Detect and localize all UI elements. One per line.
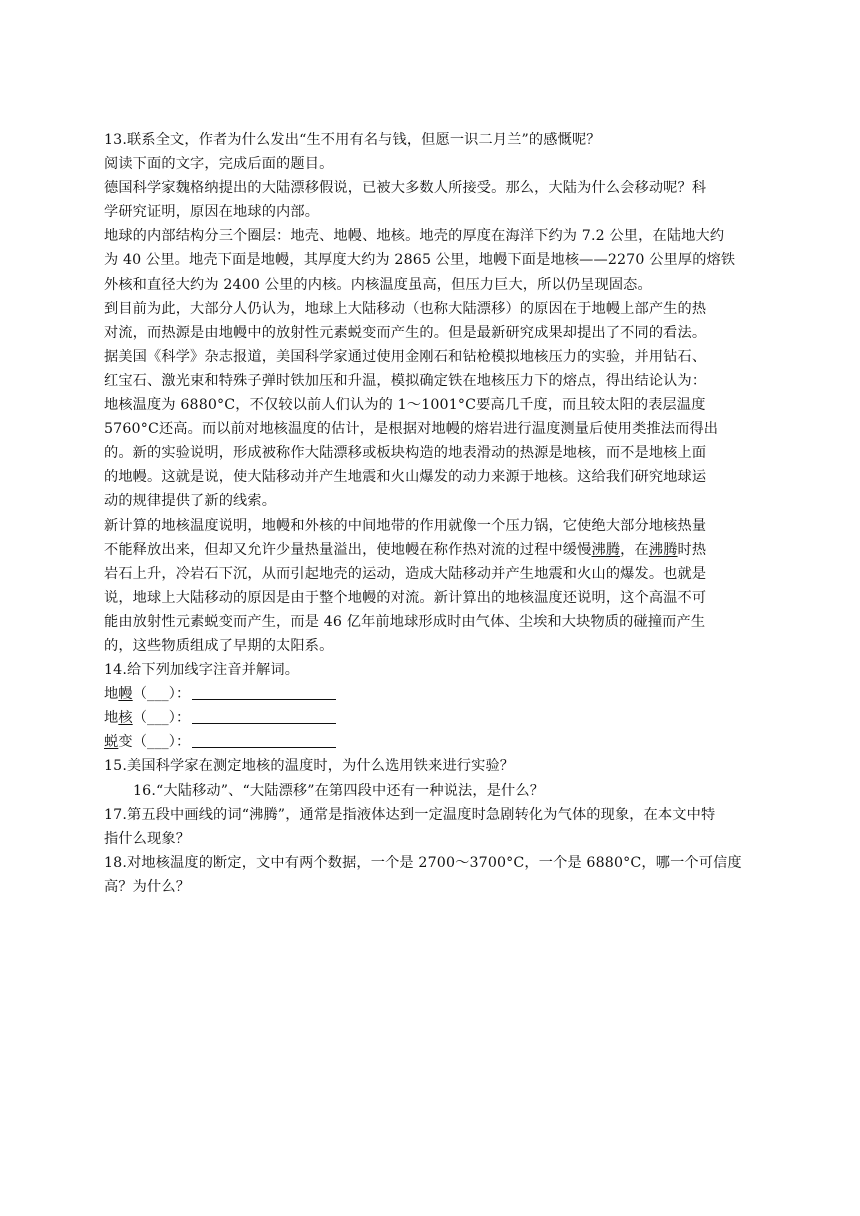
passage-line: 据美国《科学》杂志报道，美国科学家通过使用金刚石和钻枪模拟地核压力的实验，并用钻石、 <box>104 348 707 365</box>
passage-paragraph-5 <box>104 514 758 659</box>
answer-blank[interactable] <box>192 685 336 700</box>
reading-instruction: 阅读下面的文字，完成后面的题目。 <box>104 156 334 173</box>
underlined-word: 沸腾 <box>648 541 678 558</box>
question-18-line: 18.对地核温度的断定，文中有两个数据，一个是 2700～3700°C，一个是 6880°C，哪一个可信度 <box>104 854 742 871</box>
q14-item <box>104 706 758 730</box>
passage-line: 红宝石、激光束和特殊子弹时铁加压和升温，模拟确定铁在地核压力下的熔点，得出结论认为： <box>104 372 707 389</box>
answer-blank[interactable] <box>192 709 336 724</box>
passage-line: 地球的内部结构分三个圈层：地壳、地幔、地核。地壳的厚度在海洋下约为 7.2 公里，在陆地大约 <box>104 228 725 245</box>
pinyin-blank: （___）： <box>132 710 191 727</box>
text-segment: 不能释放出来，但却又允许少量热量溢出，使地幔在称作热对流的过程中缓慢 <box>104 541 592 558</box>
passage-line: 动的规律提供了新的线索。 <box>104 493 277 510</box>
text-segment: ，在 <box>620 541 649 558</box>
question-15: 15.美国科学家在测定地核的温度时，为什么选用铁来进行实验？ <box>104 758 515 775</box>
passage-paragraph-1 <box>104 176 758 224</box>
question-14: 14.给下列加线字注音并解词。 <box>104 662 300 679</box>
question-17-line: 17.第五段中画线的词“沸腾”，通常是指液体达到一定温度时急剧转化为气体的现象，在本文中特 <box>104 806 716 823</box>
passage-line: 外核和直径大约为 2400 公里的内核。内核温度虽高，但压力巨大，所以仍呈现固态。 <box>104 276 652 293</box>
q14-item <box>104 682 758 706</box>
passage-line: 新计算的地核温度说明，地幔和外核的中间地带的作用就像一个压力锅，它使绝大部分地核热量 <box>104 517 707 534</box>
underlined-char: 蜕 <box>104 734 119 751</box>
passage-line: 到目前为此，大部分人仍认为，地球上大陆移动（也称大陆漂移）的原因在于地幔上部产生的热 <box>104 300 707 317</box>
underlined-char: 幔 <box>118 686 133 703</box>
passage-line: 为 40 公里。地壳下面是地幔，其厚度大约为 2865 公里，地幔下面是地核——2270 公里厚的熔铁 <box>104 252 736 269</box>
text-segment: 变 <box>118 734 133 751</box>
text-segment: 地 <box>104 686 119 703</box>
passage-line: 的。新的实验说明，形成被称作大陆漂移或板块构造的地表滑动的热源是地核，而不是地核上面 <box>104 445 707 462</box>
passage-line: 的，这些物质组成了早期的太阳系。 <box>104 637 334 654</box>
passage-paragraph-2 <box>104 224 758 296</box>
passage-line: 能由放射性元素蜕变而产生，而是 46 亿年前地球形成时由气体、尘埃和大块物质的碰撞而产生 <box>104 613 706 630</box>
text-segment: 时热 <box>677 541 707 558</box>
question-13: 13.联系全文，作者为什么发出“生不用有名与钱，但愿一识二月兰”的感慨呢？ <box>104 132 601 148</box>
passage-line: 地核温度为 6880°C，不仅较以前人们认为的 1～1001°C要高几千度，而且较太阳的表层温度 <box>104 397 706 414</box>
passage-paragraph-3 <box>104 297 758 345</box>
question-17-line: 指什么现象？ <box>104 830 191 847</box>
pinyin-blank: （___）： <box>132 734 191 751</box>
q14-item <box>104 730 758 754</box>
text-segment: 地 <box>104 710 119 727</box>
passage-line-with-underline <box>104 538 758 562</box>
document-page <box>104 128 758 899</box>
pinyin-blank: （___）： <box>132 686 191 703</box>
underlined-char: 核 <box>118 710 133 727</box>
answer-blank[interactable] <box>192 733 336 748</box>
underlined-word: 沸腾 <box>591 541 621 558</box>
passage-line: 岩石上升，冷岩石下沉，从而引起地壳的运动，造成大陆移动并产生地震和火山的爆发。也就是 <box>104 565 707 582</box>
passage-line: 德国科学家魏格纳提出的大陆漂移假说，已被大多数人所接受。那么，大陆为什么会移动呢？科 <box>104 180 707 197</box>
passage-line: 对流，而热源是由地幔中的放射性元素蜕变而产生的。但是最新研究成果却提出了不同的看法。 <box>104 324 707 341</box>
passage-line: 说，地球上大陆移动的原因是由于整个地幔的对流。新计算出的地核温度还说明，这个高温不可 <box>104 589 707 606</box>
passage-line: 学研究证明，原因在地球的内部。 <box>104 204 320 221</box>
passage-line: 的地幔。这就是说，使大陆移动并产生地震和火山爆发的动力来源于地核。这给我们研究地球运 <box>104 469 707 486</box>
question-16: 16.“大陆移动”、“大陆漂移”在第四段中还有一种说法，是什么？ <box>133 782 545 799</box>
question-18-line: 高？为什么？ <box>104 878 191 895</box>
passage-paragraph-4 <box>104 345 758 514</box>
passage-line: 5760°C还高。而以前对地核温度的估计，是根据对地幔的熔岩进行温度测量后使用类推法而得出 <box>104 421 719 438</box>
